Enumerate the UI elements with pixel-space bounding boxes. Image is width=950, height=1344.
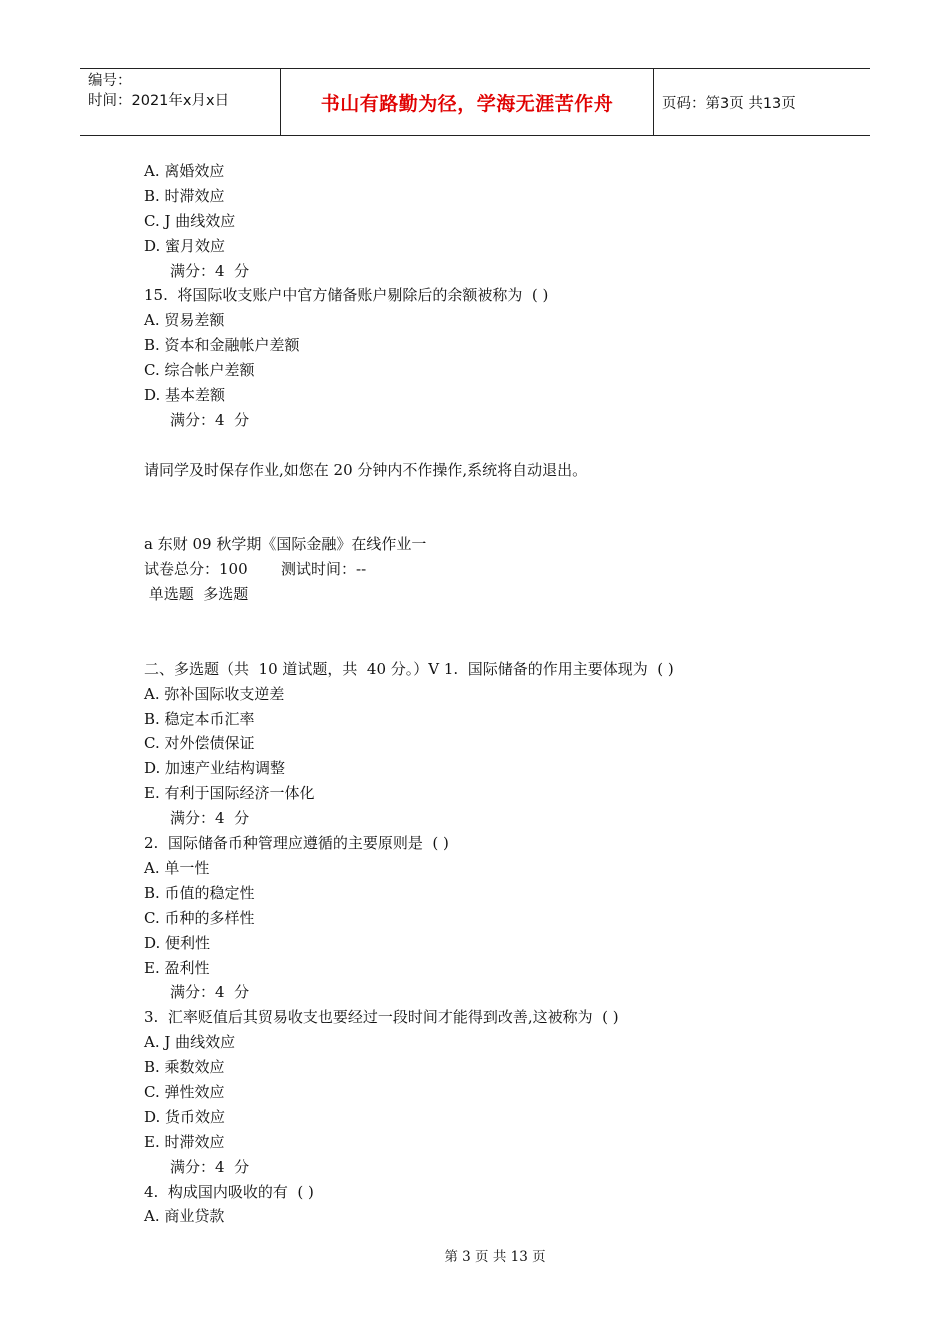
header-page-info <box>654 69 870 135</box>
motto-text: 书山有路勤为径，学海无涯苦作舟 <box>320 92 614 115</box>
blank-line <box>144 632 844 657</box>
footer-page-number: 第 3 页 共 13 页 <box>444 1249 546 1265</box>
option-line: B. 资本和金融帐户差额 <box>144 336 300 355</box>
text-line: 15. 将国际收支账户中官方储备账户剔除后的余额被称为 ( ) <box>144 286 549 305</box>
option-line: D. 加速产业结构调整 <box>144 759 286 778</box>
blank-line <box>144 433 844 458</box>
option-line: C. J 曲线效应 <box>144 211 236 230</box>
page-info-text: 页码：第3页 共13页 <box>662 95 796 112</box>
text-line: 请同学及时保存作业,如您在 20 分钟内不作操作,系统将自动退出。 <box>144 460 588 479</box>
page-header <box>80 68 870 136</box>
score-line: 满分：4 分 <box>170 261 250 280</box>
option-line: D. 基本差额 <box>144 386 226 405</box>
option-line: A. 弥补国际收支逆差 <box>144 684 285 703</box>
text-line: 单选题 多选题 <box>144 585 249 604</box>
option-line: C. 对外偿债保证 <box>144 734 255 753</box>
option-line: E. 时滞效应 <box>144 1132 225 1151</box>
option-line: A. 商业贷款 <box>144 1207 225 1226</box>
option-line: C. 币种的多样性 <box>144 908 255 927</box>
time-label: 时间：2021年x月x日 <box>88 93 230 109</box>
text-line: 试卷总分：100 测试时间：-- <box>144 560 367 579</box>
text-line: 二、多选题（共 10 道试题，共 40 分。）V 1. 国际储备的作用主要体现为 ( ) <box>144 659 674 678</box>
serial-label: 编号： <box>88 73 132 89</box>
option-line: B. 币值的稳定性 <box>144 883 255 902</box>
option-line: B. 乘数效应 <box>144 1058 225 1077</box>
option-line: B. 时滞效应 <box>144 186 225 205</box>
text-line: 2. 国际储备币种管理应遵循的主要原则是 ( ) <box>144 834 449 853</box>
header-motto <box>281 69 654 135</box>
blank-line <box>144 607 844 632</box>
option-line: A. 单一性 <box>144 858 210 877</box>
blank-line <box>144 507 844 532</box>
score-line: 满分：4 分 <box>170 410 250 429</box>
header-meta <box>80 69 281 135</box>
score-line: 满分：4 分 <box>170 983 250 1002</box>
score-line: 满分：4 分 <box>170 1157 250 1176</box>
text-line: 3. 汇率贬值后其贸易收支也要经过一段时间才能得到改善,这被称为 ( ) <box>144 1008 619 1027</box>
option-line: D. 便利性 <box>144 933 211 952</box>
text-line: a 东财 09 秋学期《国际金融》在线作业一 <box>144 535 427 554</box>
option-line: A. 离婚效应 <box>144 162 225 180</box>
option-line: C. 弹性效应 <box>144 1082 225 1101</box>
option-line: D. 蜜月效应 <box>144 236 226 255</box>
option-line: E. 有利于国际经济一体化 <box>144 784 315 803</box>
option-line: D. 货币效应 <box>144 1107 226 1126</box>
page-footer <box>0 1245 950 1265</box>
option-line: B. 稳定本币汇率 <box>144 709 255 728</box>
score-line: 满分：4 分 <box>170 809 250 828</box>
option-line: C. 综合帐户差额 <box>144 361 255 380</box>
text-line: 4. 构成国内吸收的有 ( ) <box>144 1182 314 1201</box>
blank-line <box>144 483 844 508</box>
option-line: A. J 曲线效应 <box>144 1033 236 1052</box>
option-line: E. 盈利性 <box>144 958 210 977</box>
document-body <box>144 159 844 1229</box>
option-line: A. 贸易差额 <box>144 311 225 330</box>
